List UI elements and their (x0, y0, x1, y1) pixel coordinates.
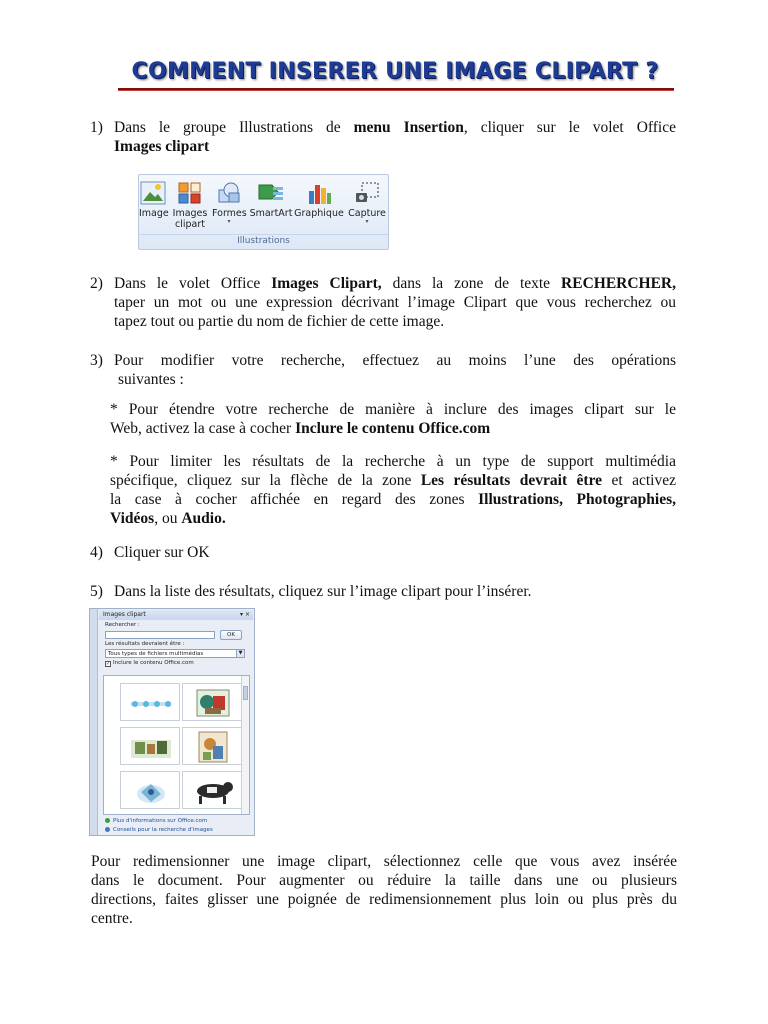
screenshot-icon (354, 181, 380, 205)
step-1-text: Dans le groupe Illustrations de menu Insertion, cliquer sur le volet Office Images clipart (114, 119, 676, 155)
help-icon (105, 827, 110, 832)
search-input[interactable] (105, 631, 215, 639)
picture-icon (140, 181, 166, 205)
office-link-icon (105, 818, 110, 823)
clipart-results-list (103, 675, 250, 815)
pane-title-bar (99, 610, 253, 620)
clipart-result-5[interactable] (120, 771, 180, 809)
ribbon-chart-button[interactable]: Graphique (294, 181, 344, 219)
chevron-down-icon[interactable]: ▼ (236, 650, 244, 657)
office-info-link[interactable]: Plus d'informations sur Office.com (105, 818, 207, 825)
media-type-select[interactable]: Tous types de fichiers multimédias ▼ (105, 649, 245, 658)
pane-title: Images clipart (103, 611, 146, 618)
clipart-result-6[interactable] (182, 771, 242, 809)
clipart-result-2[interactable] (182, 683, 242, 721)
title-underline (118, 88, 674, 91)
step-3-number: 3) (90, 352, 103, 369)
shapes-icon (216, 181, 242, 205)
clipart-result-1[interactable] (120, 683, 180, 721)
results-type-label: Les résultats devraient être : (105, 641, 185, 647)
step-4-text: Cliquer sur OK (114, 544, 210, 561)
office-content-checkbox[interactable]: ✓ Inclure le contenu Office.com (106, 660, 194, 667)
results-scrollbar[interactable] (241, 676, 249, 814)
ribbon-group-label: Illustrations (139, 234, 388, 247)
ribbon-clipart-button[interactable]: Images clipart (172, 181, 208, 230)
step-2-number: 2) (90, 275, 103, 292)
ribbon-capture-button[interactable]: Capture ▾ (347, 181, 387, 225)
step-1-number: 1) (90, 119, 103, 136)
step-4-number: 4) (90, 544, 103, 561)
ribbon-smartart-button[interactable]: SmartArt (249, 181, 293, 219)
ok-button[interactable]: OK (220, 630, 242, 640)
chart-icon (306, 181, 332, 205)
ribbon-illustrations-group (138, 174, 389, 250)
pane-side-strip (90, 609, 98, 835)
step-5-number: 5) (90, 583, 103, 600)
closing-paragraph: Pour redimensionner une image clipart, sélectionnez celle que vous avez insérée dans le document. Pour augmenter ou réduire la taille dans une ou plusieurs directions, faites glisser une poignée de redimensionnement plus loin ou plus près du centre. (91, 853, 677, 927)
smartart-icon (258, 181, 284, 205)
page-title: COMMENT INSERER UNE IMAGE CLIPART ? (131, 59, 659, 84)
clipart-result-3[interactable] (120, 727, 180, 765)
scrollbar-thumb[interactable] (243, 686, 248, 700)
ribbon-image-button[interactable]: Image (139, 181, 167, 219)
clipart-result-4[interactable] (182, 727, 242, 765)
clipart-task-pane (89, 608, 255, 836)
pane-window-controls[interactable]: ▾ × (240, 611, 250, 618)
search-tips-link[interactable]: Conseils pour la recherche d'images (105, 827, 213, 834)
search-label: Rechercher : (105, 622, 140, 628)
step-2-text: Dans le volet Office Images Clipart, dans la zone de texte RECHERCHER, taper un mot ou une expression décrivant l’image Clipart que vous recherchez ou tapez tout ou partie du nom de fichier de cette image. (114, 275, 677, 330)
checkbox-icon[interactable]: ✓ (106, 661, 111, 667)
ribbon-shapes-button[interactable]: Formes ▾ (212, 181, 246, 225)
step-3-text: Pour modifier votre recherche, effectuez au moins l’une des opérations suivantes : (114, 352, 676, 388)
bullet-limit-results: * Pour limiter les résultats de la recherche à un type de support multimédia spécifique, cliquez sur la flèche de la zone Les résultats devrait être et activez la case à cocher affichée en regard des zones Illustrations, Photographies, Vidéos, ou Audio. (110, 453, 676, 527)
clipart-icon (177, 181, 203, 205)
step-5-text: Dans la liste des résultats, cliquez sur l’image clipart pour l’insérer. (114, 583, 532, 600)
bullet-extend-search: * Pour étendre votre recherche de manière à inclure des images clipart sur le Web, activez la case à cocher Inclure le contenu Office.com (110, 401, 676, 437)
